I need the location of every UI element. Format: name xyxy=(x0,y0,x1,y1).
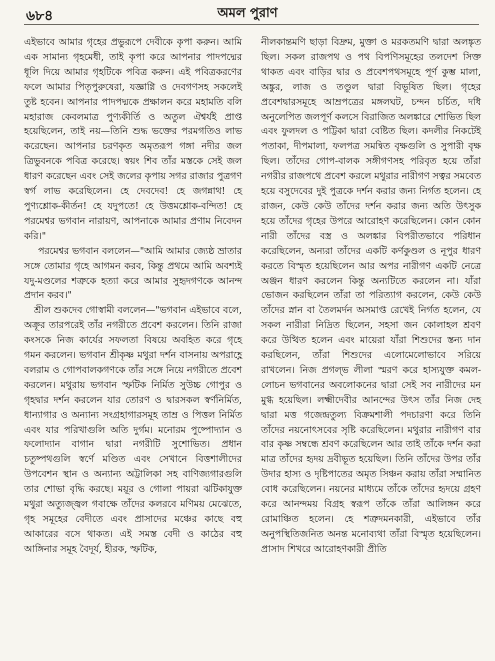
left-paragraph-3: শ্রীল শুকদেব গোস্বামী বললেন—"ভগবান এইভাবে বলে, অক্রূর তারপরেই তাঁর নগরীতে প্রবেশ করলেন। তিনি রাজা কংসকে নিজ কার্যের সফলতা বিষয়ে অবহিত করে গৃহে গমন করলেন। ভগবান শ্রীকৃষ্ণ মথুরা দর্শন বাসনায় অপরাহ্ণে বলরাম ও গোপবালকগণকে তাঁর সঙ্গে নিয়ে নগরীতে প্রবেশ করলেন। মথুরায় ভগবান স্ফটিক নির্মিত সুউচ্চ গোপুর ও গৃহদ্বার দর্শন করলেন যার তোরণ ও দ্বারসকল স্বর্ণনির্মিত, ধান্যাগার ও অন্যান্য সংগ্রহাগারসমূহ তাম্র ও পিত্তল নির্মিত এবং যার পরিখাগুলি অতি দুর্গম। মনোরম পুষ্পোদ্যান ও ফলোদ্যান বাগান দ্বারা নগরীটি সুশোভিত। প্রধান চতুষ্পথগুলি স্বর্ণে মণ্ডিত এবং সেখানে বিত্তশালীদের উপবেশন স্থান ও অন্যান্য অট্টালিকা সহ বাণিজ্যগারগুলি তার শোভা বৃদ্ধি করছে। ময়ূর ও গোলা পায়রা ঝটিকাযুক্ত মথুরা অত্যুজ্জ্বল গবাক্ষে তাঁদের কলরবে মণিময় মেঝেতে, গৃহ সমূহের বেদীতে এবং প্রাসাদের মঞ্চের কাছে বহু আকারের বসে থাকত। এই সমস্ত বেদী ও কাঠের বহু আঙ্গিনার সমূহ বৈদূর্য, হীরক, স্ফটিক, xyxy=(24,305,242,555)
left-paragraph-1: এইভাবে আমার গৃহের প্রভুরূপে দেবীকে কৃপা করুন। আমি এক সামান্য গৃহমেধী, তাই কৃপা করে আপনার পাদপদ্মের ধূলি দিয়ে আমার গৃহটিকে পবিত্র করুন। এই পবিত্রকরণের ফলে আমার পিতৃপুরুষেরা, যজ্ঞাগ্নি ও দেবগণসহ সকলেই তুষ্ট হবেন। আপনার পাদপদ্মকে প্রক্ষালন করে মহামতি বলি মহারাজ কেবলমাত্র পুণ্যকীর্তি ও অতুল ঐশ্বর্যই প্রাপ্ত হয়েছিলেন, তাই নয়—তিনি শুদ্ধ ভক্তের পরমগতিও লাভ করেছেন। আপনার চরণকৃত অমৃতরূপ গঙ্গা নদীর জল ত্রিভুবনকে পবিত্র করেছে। স্বয়ং শিব তাঁর মস্তকে সেই জল ধারণ করেছেন এবং সেই জলের কৃপায় সগর রাজার পুত্রগণ স্বর্গ লাভ করেছিলেন। হে দেবদেব! হে জগন্নাথ! হে পুণ্যশ্লোক-কীর্তন! হে যদুপতে! হে উত্তমশ্লোক-বন্দিত! হে পরমেশ্বর ভগবান নারায়ণ, আপনাকে আমার প্রণাম নিবেদন করি।" xyxy=(24,37,242,242)
running-title: অমল পুরাণ xyxy=(217,6,278,21)
right-column xyxy=(261,36,481,558)
left-column xyxy=(24,36,242,558)
right-paragraph-1: নীলকান্তমণি ছাড়া বিদ্রুম, মুক্তা ও মরকতমণি দ্বারা অলঙ্কৃত ছিল। সকল রাজপথ ও পথ বিপণিসমূহের তলদেশ সিক্ত থাকত এবং বাড়ির দ্বার ও প্রবেশপথসমূহে পূর্ণ কুম্ভ মালা, অঙ্কুর, লাজ ও তণ্ডুল দ্বারা বিভূষিত ছিল। গৃহের প্রবেশদ্বারসমূহে আম্রপত্রের মঙ্গলঘট, চন্দন চর্চিত, দধি অনুলেপিত জলপূর্ণ কলসে বিরাজিত অলঙ্কারে শোভিত ছিল এবং ফুলদল ও পট্টিকা দ্বারা বেষ্টিত ছিল। কদলীর নিকটেই পতাকা, দীপমালা, ফলপত্র সমন্বিত বৃক্ষগুলি ও সুপারী বৃক্ষ ছিল। তাঁদের গোপ-বালক সঙ্গীগণসহ পরিবৃত হয়ে তাঁরা নগরীর রাজপথে প্রবেশ করলে মথুরার নারীগণ সত্বর সমবেত হয়ে বসুদেবের দুই পুত্রকে দর্শন করার জন্য নির্গত হলেন। হে রাজন, কেউ কেউ তাঁদের দর্শন করার জন্য অতি উৎসুক হয়ে তাঁদের গৃহের উপরে আরোহণ করেছিলেন। কোন কোন নারী তাঁদের বস্ত্র ও অলঙ্কার বিপরীতভাবে পরিধান করেছিলেন, অন্যরা তাঁদের একটি কর্ণকুণ্ডল ও নূপুর ধারণ করতে বিস্মৃত হয়েছিলেন আর অপর নারীগণ একটি নেত্রে অঞ্জন ধারণ করলেন কিন্তু অন্যটিতে করলেন না। যাঁরা ভোজন করছিলেন তাঁরা তা পরিত্যাগ করলেন, কেউ কেউ তাঁদের স্নান বা তৈলমর্দন অসমাপ্ত রেখেই নির্গত হলেন, যে সকল নারীরা নিদ্রিত ছিলেন, সহসা জন কোলাহল শ্রবণ করে উত্থিত হলেন এবং মায়েরা যাঁরা শিশুদের স্তন্য দান করছিলেন, তাঁরা শিশুদের এলোমেলোভাবে সরিয়ে রাখলেন। নিজ প্রগল্ভ লীলা স্মরণ করে হাস্যযুক্ত কমল-লোচন ভগবানের অবলোকনের দ্বারা সেই সব নারীদের মন মুগ্ধ হয়েছিল। লক্ষ্মীদেবীর আনন্দের উৎস তাঁর নিজ দেহ দ্বারা মত্ত গজেন্দ্রতুল্য বিক্রমশালী পদচারণা করে তিনি তাঁদের নয়নোৎসবের সৃষ্টি করেছিলেন। মথুরার নারীগণ বার বার কৃষ্ণ সম্বন্ধে শ্রবণ করেছিলেন আর তাই তাঁকে দর্শন করা মাত্র তাঁদের হৃদয় দ্রবীভূত হয়েছিল। তিনি তাঁদের উপর তাঁর উদার হাস্য ও দৃষ্টিপাতের অমৃত সিঞ্চন করায় তাঁরা সম্মানিত বোধ করেছিলেন। নয়নের মাধ্যমে তাঁকে তাঁদের হৃদয়ে গ্রহণ করে আনন্দময় বিগ্রহ স্বরূপ তাঁকে তাঁরা আলিঙ্গন করে রোমাঞ্চিত হলেন। হে শত্রুদমনকারী, এইভাবে তাঁর অনুপস্থিতিজনিত অনন্ত মনোব্যথা তাঁরা বিস্মৃত হয়েছিলেন। প্রাসাদ শিখরে আরোহণকারী প্রীতি xyxy=(261,37,481,555)
page-number: ৬৮৪ xyxy=(26,8,54,24)
left-paragraph-2: পরমেশ্বর ভগবান বললেন—"আমি আমার জ্যেষ্ঠ ভ্রাতার সঙ্গে তোমার গৃহে আগমন করব, কিন্তু প্রথমে আমি অবশ্যই যদু-মণ্ডলের শত্রুকে হত্যা করে আমার সুহৃদগণকে আনন্দ প্রদান করব।" xyxy=(24,245,242,302)
header-rule xyxy=(24,24,479,25)
